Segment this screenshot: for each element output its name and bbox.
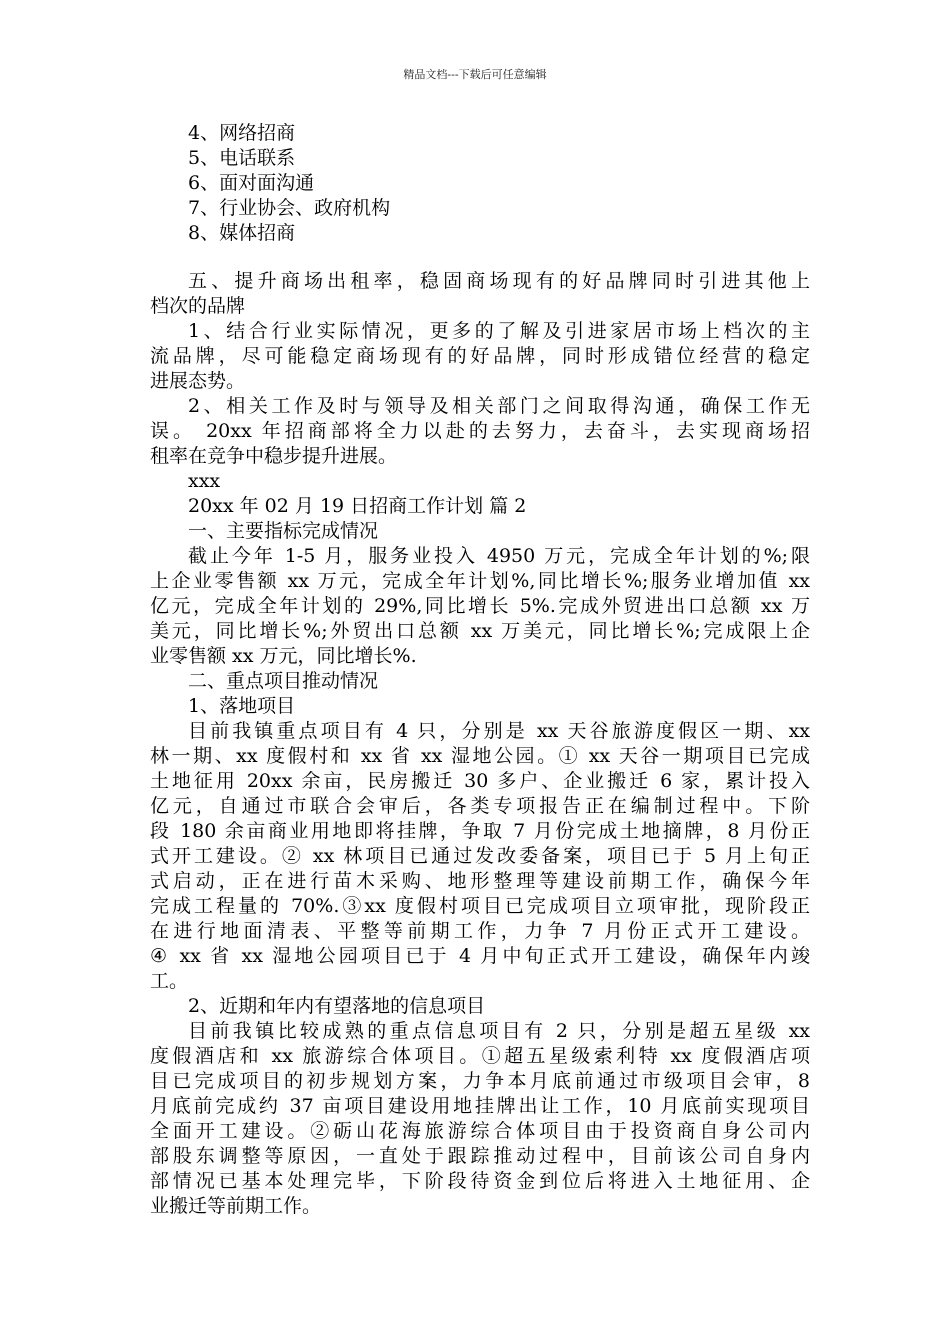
text-line: 6、面对面沟通 [188, 172, 315, 194]
text-line: 在进行地面清表、平整等前期工作，力争 7 月份正式开工建设。 [150, 920, 810, 942]
text-line: 目前我镇重点项目有 4 只，分别是 xx 天谷旅游度假区一期、xx [188, 720, 810, 742]
text-line: 7、行业协会、政府机构 [188, 197, 391, 219]
text-line: 五、提升商场出租率，稳固商场现有的好品牌同时引进其他上 [188, 270, 810, 292]
text-line: 1、结合行业实际情况，更多的了解及引进家居市场上档次的主 [188, 320, 810, 342]
text-line: 段 180 余亩商业用地即将挂牌，争取 7 月份完成土地摘牌，8 月份正 [150, 820, 810, 842]
text-line: 截止今年 1-5 月，服务业投入 4950 万元，完成全年计划的%;限 [188, 545, 810, 567]
text-line: 工。 [150, 970, 189, 992]
text-line: 目已完成项目的初步规划方案，力争本月底前通过市级项目会审，8 [150, 1070, 810, 1092]
text-line: 8、媒体招商 [188, 222, 296, 244]
text-line: 档次的品牌 [150, 295, 246, 317]
text-line: 月底前完成约 37 亩项目建设用地挂牌出让工作，10 月底前实现项目 [150, 1095, 810, 1117]
text-line: 美元，同比增长%;外贸出口总额 xx 万美元，同比增长%;完成限上企 [150, 620, 810, 642]
text-line: 式开工建设。② xx 林项目已通过发改委备案，项目已于 5 月上旬正 [150, 845, 810, 867]
text-line: xxx [188, 470, 221, 492]
text-line: 进展态势。 [150, 370, 246, 392]
text-line: 业搬迁等前期工作。 [150, 1195, 322, 1217]
text-line: 二、重点项目推动情况 [188, 670, 379, 692]
text-line: 租率在竞争中稳步提升进展。 [150, 445, 398, 467]
text-line: 式启动，正在进行苗木采购、地形整理等建设前期工作，确保今年 [150, 870, 810, 892]
text-line: 林一期、xx 度假村和 xx 省 xx 湿地公园。① xx 天谷一期项目已完成 [150, 745, 810, 767]
paragraph-gap [150, 246, 810, 269]
text-line: 部情况已基本处理完毕，下阶段待资金到位后将进入土地征用、企 [150, 1170, 810, 1192]
page-header: 精品文档---下载后可任意编辑 [403, 68, 547, 81]
text-line: 目前我镇比较成熟的重点信息项目有 2 只，分别是超五星级 xx [188, 1020, 810, 1042]
text-line: 一、主要指标完成情况 [188, 520, 379, 542]
text-line: 完成工程量的 70%.③xx 度假村项目已完成项目立项审批，现阶段正 [150, 895, 810, 917]
text-line: 上企业零售额 xx 万元，完成全年计划%,同比增长%;服务业增加值 xx [150, 570, 810, 592]
text-line: 1、落地项目 [188, 695, 296, 717]
text-line: ④ xx 省 xx 湿地公园项目已于 4 月中旬正式开工建设，确保年内竣 [150, 945, 810, 967]
text-line: 部股东调整等原因，一直处于跟踪推动过程中，目前该公司自身内 [150, 1145, 810, 1167]
text-line: 全面开工建设。②砺山花海旅游综合体项目由于投资商自身公司内 [150, 1120, 810, 1142]
text-line: 亿元，自通过市联合会审后，各类专项报告正在编制过程中。下阶 [150, 795, 810, 817]
document-body [150, 121, 810, 1219]
text-line: 误。 20xx 年招商部将全力以赴的去努力，去奋斗，去实现商场招 [150, 420, 810, 442]
text-line: 20xx 年 02 月 19 日招商工作计划 篇 2 [188, 495, 527, 517]
text-line: 流品牌，尽可能稳定商场现有的好品牌，同时形成错位经营的稳定 [150, 345, 810, 367]
text-line: 亿元，完成全年计划的 29%,同比增长 5%.完成外贸进出口总额 xx 万 [150, 595, 810, 617]
text-line: 2、相关工作及时与领导及相关部门之间取得沟通，确保工作无 [188, 395, 810, 417]
text-line: 4、网络招商 [188, 122, 296, 144]
text-line: 2、近期和年内有望落地的信息项目 [188, 995, 486, 1017]
text-line: 5、电话联系 [188, 147, 296, 169]
text-line: 业零售额 xx 万元，同比增长%. [150, 645, 417, 667]
text-line: 度假酒店和 xx 旅游综合体项目。①超五星级索利特 xx 度假酒店项 [150, 1045, 810, 1067]
text-line: 土地征用 20xx 余亩，民房搬迁 30 多户、企业搬迁 6 家，累计投入 [150, 770, 810, 792]
